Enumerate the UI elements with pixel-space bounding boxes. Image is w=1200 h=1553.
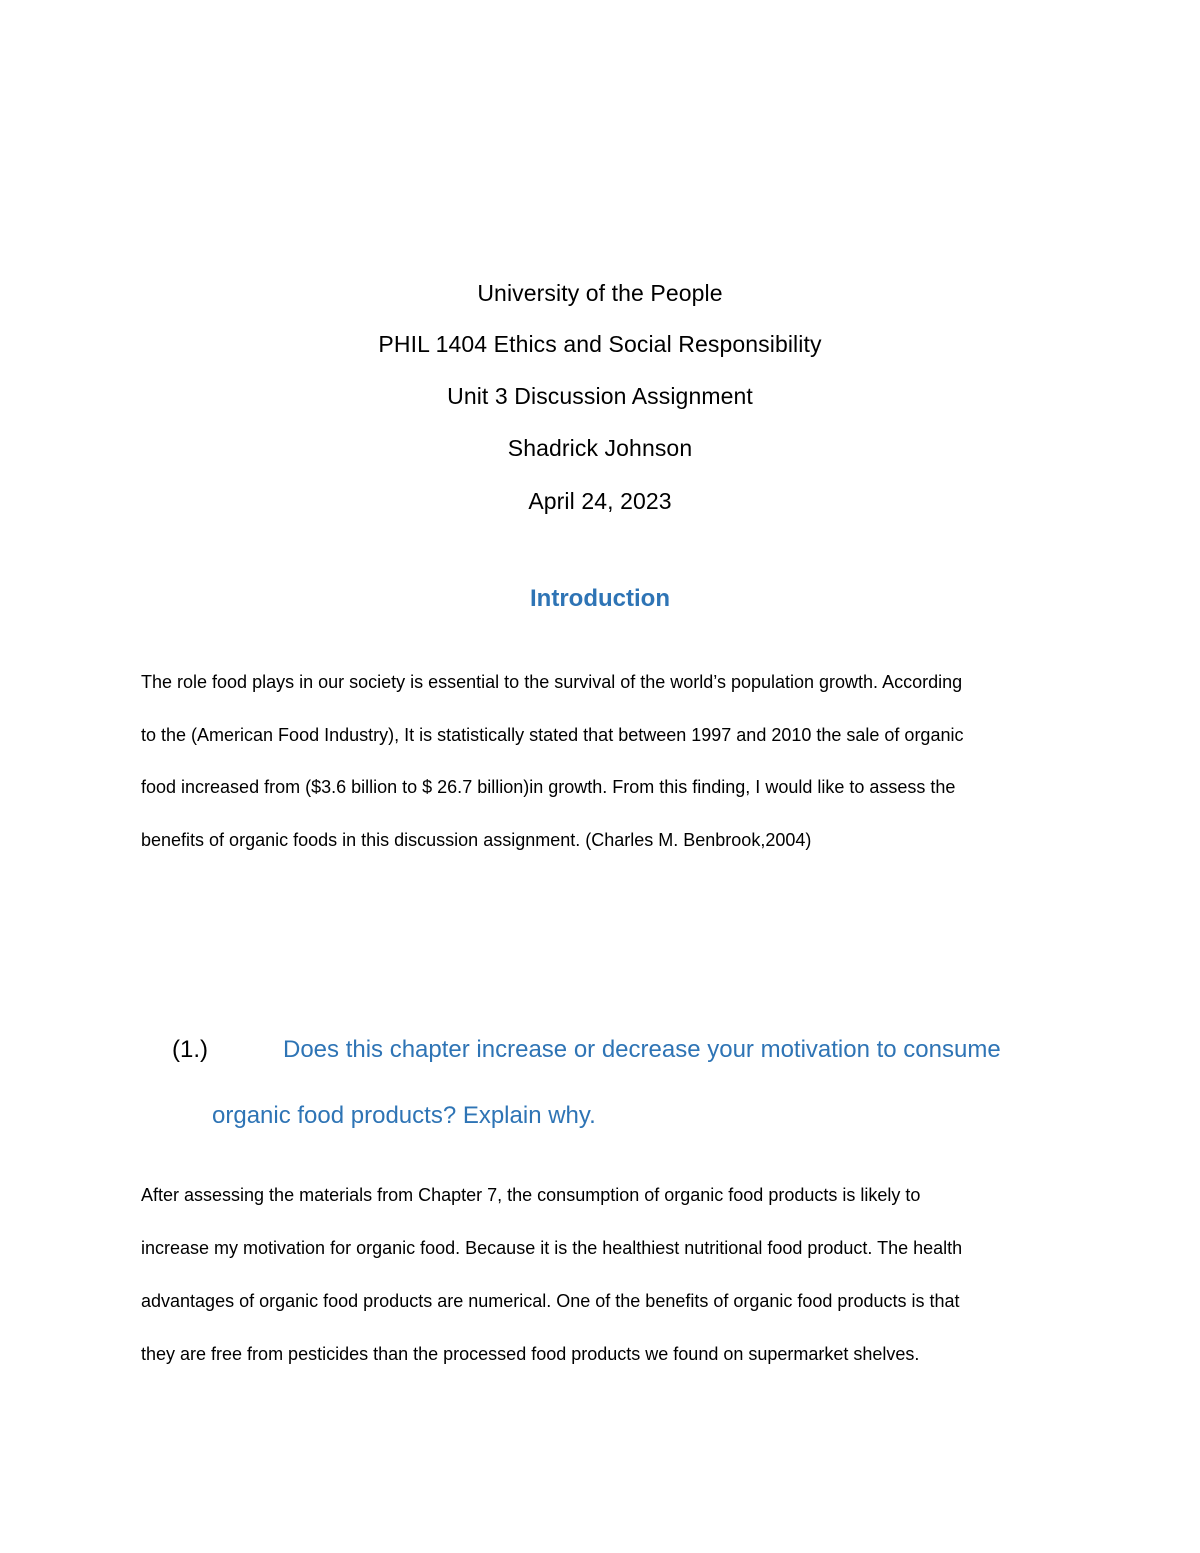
submission-date: April 24, 2023 [528,488,672,514]
question-line-2: organic food products? Explain why. [212,1102,596,1129]
answer-line-1: After assessing the materials from Chapter 7, the consumption of organic food products is likely to [141,1185,921,1205]
answer-line-4: they are free from pesticides than the processed food products we found on supermarket shelves. [141,1344,920,1364]
intro-line-4: benefits of organic foods in this discussion assignment. (Charles M. Benbrook,2004) [141,830,812,850]
introduction-heading: Introduction [530,585,670,612]
author-name: Shadrick Johnson [507,435,693,461]
intro-line-2: to the (American Food Industry), It is statistically stated that between 1997 and 2010 the sale of organic [141,725,964,745]
question-number: (1.) [172,1036,208,1063]
answer-line-3: advantages of organic food products are numerical. One of the benefits of organic food products is that [141,1291,960,1311]
course-title: PHIL 1404 Ethics and Social Responsibility [378,331,822,357]
institution-name: University of the People [477,280,723,306]
question-line-1: Does this chapter increase or decrease your motivation to consume [283,1036,1001,1063]
intro-line-3: food increased from ($3.6 billion to $ 26.7 billion)in growth. From this finding, I would like to assess the [141,777,956,797]
assignment-title: Unit 3 Discussion Assignment [447,383,753,409]
answer-line-2: increase my motivation for organic food. Because it is the healthiest nutritional food product. The health [141,1238,963,1258]
intro-line-1: The role food plays in our society is essential to the survival of the world’s population growth. According [141,672,963,692]
